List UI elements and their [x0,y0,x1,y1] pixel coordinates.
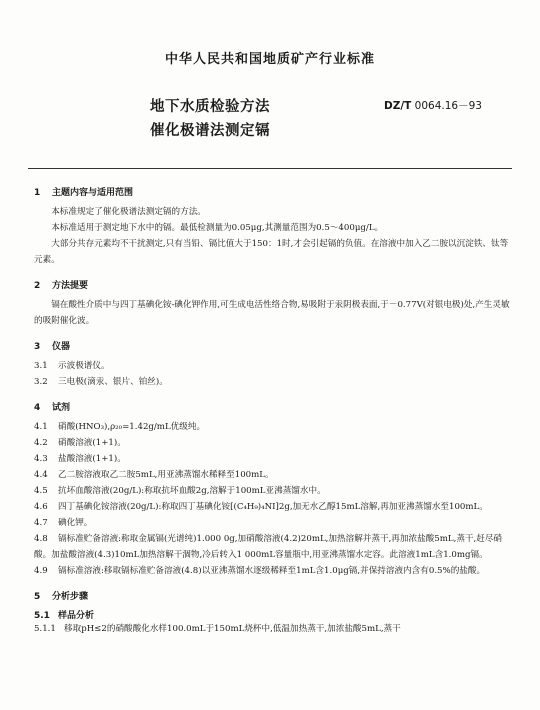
list-item [34,515,510,531]
standard-code-number: 0064.16－93 [414,100,482,112]
paragraph: 本标准适用于测定地下水中的镉。最低检测量为0.05μg,其测量范围为0.5～400μg/L。 [51,223,384,233]
item-text: 镉标准贮备溶液:称取金属镉(光谱纯)1.000 0g,加硝酸溶液(4.2)20mL,加热溶解并蒸干,再加浓盐酸5mL,蒸干,赶尽硝酸。加盐酸溶液(4.3)10mL加热溶解干涸物,冷后转入1 000mL容量瓶中,用亚沸蒸馏水定容。此溶液1mL含1.0mg镉。 [34,534,503,560]
section-heading-5 [34,589,510,602]
list-item [34,358,510,374]
item-number: 4.2 [34,438,48,448]
item-text: 乙二胺溶液取乙二胺5mL,用亚沸蒸馏水稀释至100mL。 [58,470,274,480]
item-text: 移取pH≤2的硝酸酸化水样100.0mL于150mL烧杯中,低温加热蒸干,加浓盐酸5mL,蒸干 [64,624,401,634]
item-number: 4.4 [34,470,48,480]
section-title: 分析步骤 [52,592,89,602]
section-title: 仪器 [52,342,71,352]
list-item [34,435,510,451]
section-number: 1 [34,188,41,198]
list-item [34,451,510,467]
item-number: 3.1 [34,361,48,371]
document-title-line2: 催化极谱法测定镉 [150,123,270,139]
list-item [34,483,510,499]
list-item [34,467,510,483]
section-number: 5 [34,592,41,602]
item-number: 4.9 [34,566,48,576]
standard-code-prefix: DZ/T [384,100,412,112]
header-divider [28,168,512,169]
paragraph: 镉在酸性介质中与四丁基碘化铵-碘化钾作用,可生成电活性络合物,易吸附于汞阴极表面,于－0.77V(对银电极)处,产生灵敏的吸附催化波。 [34,300,510,326]
item-number: 5.1.1 [34,624,56,634]
subsection-heading [34,608,510,621]
list-item [34,531,510,563]
item-number: 3.2 [34,377,48,387]
list-item [34,374,510,390]
list-item [34,419,510,435]
section-heading-1 [34,185,510,198]
subsection-number: 5.1 [34,611,50,621]
item-text: 示波极谱仪。 [58,361,110,371]
document-body [34,185,510,637]
item-text: 碘化钾。 [58,518,93,528]
item-number: 4.3 [34,454,48,464]
standard-code [384,98,482,113]
list-item [34,621,510,637]
item-number: 4.6 [34,502,48,512]
document-title-line1: 地下水质检验方法 [150,99,270,115]
item-text: 三电极(滴汞、银片、铂丝)。 [58,377,168,387]
paragraph: 大部分共存元素均不干扰测定,只有当铅、镉比值大于150：1时,才会引起镉的负值。在溶液中加入乙二胺以沉淀铁、钛等元素。 [34,239,509,265]
section-title: 试剂 [52,403,71,413]
item-text: 四丁基碘化铵溶液(20g/L):称取四丁基碘化铵[(C₄H₉)₄NI]2g,加无水乙醇15mL溶解,再加亚沸蒸馏水至100mL。 [58,502,488,512]
section-heading-3 [34,339,510,352]
title-block [150,95,270,143]
item-text: 硝酸(HNO₃),ρ₂₀=1.42g/mL优级纯。 [58,422,206,432]
list-item [34,499,510,515]
item-number: 4.5 [34,486,48,496]
list-item [34,563,510,579]
item-text: 硝酸溶液(1+1)。 [58,438,126,448]
section-heading-2 [34,278,510,291]
item-number: 4.7 [34,518,48,528]
paragraph: 本标准规定了催化极谱法测定镉的方法。 [51,207,206,217]
item-text: 镉标准溶液:移取镉标准贮备溶液(4.8)以亚沸蒸馏水逐级稀释至1mL含1.0μg镉,并保持溶液内含有0.5%的盐酸。 [58,566,486,576]
subsection-title: 样品分析 [58,611,95,621]
item-text: 抗坏血酸溶液(20g/L):称取抗坏血酸2g,溶解于100mL亚沸蒸馏水中。 [58,486,326,496]
item-number: 4.8 [34,534,48,544]
section-title: 方法提要 [52,281,89,291]
standard-category-header: 中华人民共和国地质矿产行业标准 [164,52,375,67]
section-number: 3 [34,342,41,352]
item-number: 4.1 [34,422,48,432]
section-heading-4 [34,400,510,413]
item-text: 盐酸溶液(1+1)。 [58,454,126,464]
section-number: 4 [34,403,41,413]
section-title: 主题内容与适用范围 [52,188,134,198]
section-number: 2 [34,281,41,291]
